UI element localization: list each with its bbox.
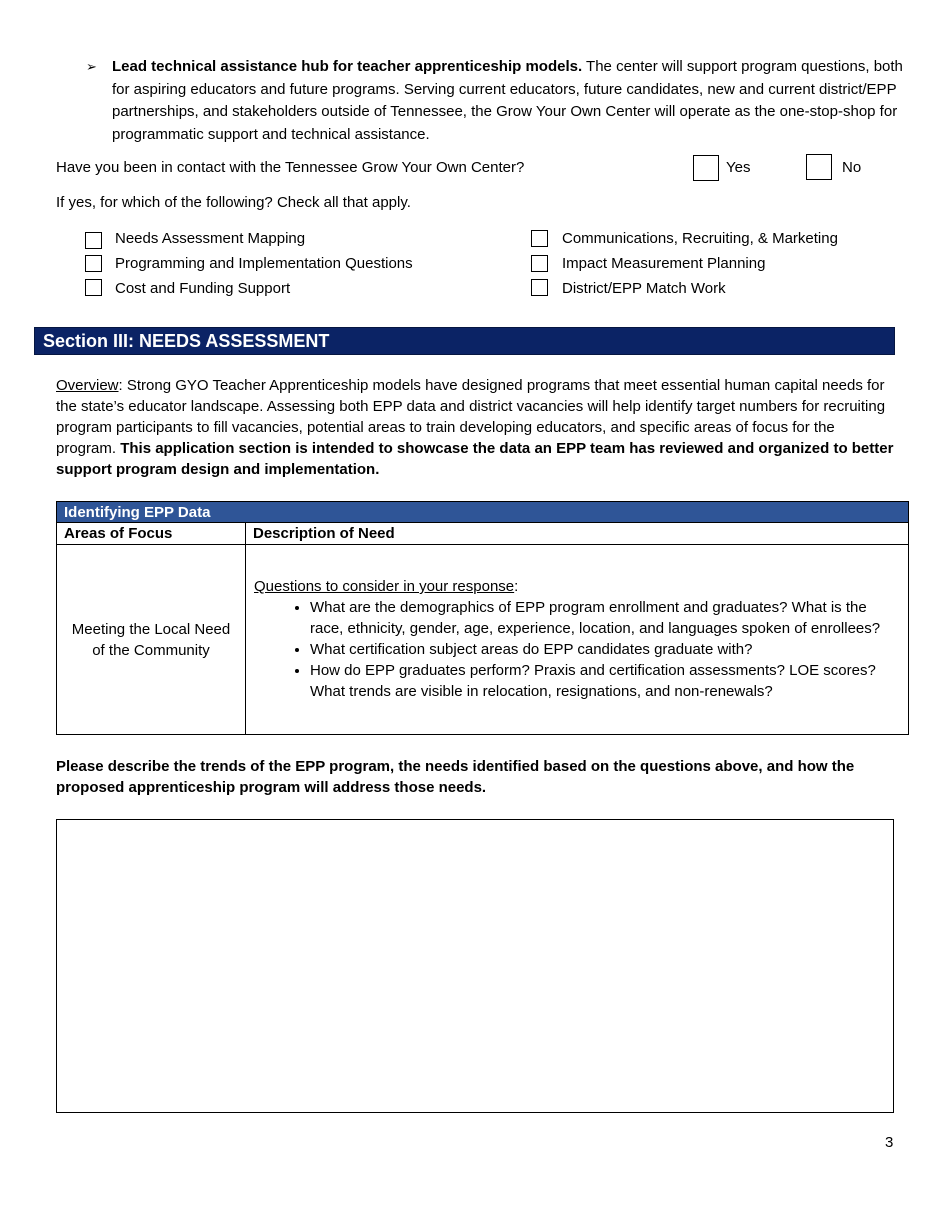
questions-list — [254, 597, 894, 702]
no-label: No — [842, 159, 862, 176]
overview-bold-text: This application section is intended to showcase the data an EPP team has reviewed and organized to better support program design and implementation. — [56, 440, 894, 478]
option-label: Programming and Implementation Questions — [115, 255, 413, 272]
section-header — [34, 327, 895, 355]
yes-label: Yes — [726, 159, 751, 176]
section-title: Section III: NEEDS ASSESSMENT — [43, 331, 330, 351]
overview-text: : Strong GYO Teacher Apprenticeship models have designed programs that meet essential human capital needs for the state’s educator landscape. Assessing both EPP data and district vacancies will help identify target numbers for recruiting program participants to fill vacancies, potential areas to train developing educators, and specific areas of focus for the program. — [56, 377, 886, 457]
option-label: Communications, Recruiting, & Marketing — [562, 230, 838, 247]
needs-assessment-checkbox[interactable] — [85, 232, 102, 249]
option-label: Needs Assessment Mapping — [115, 230, 306, 247]
response-prompt: Please describe the trends of the EPP program, the needs identified based on the questions above, and how the proposed apprenticeship program will address those needs. — [56, 758, 855, 796]
communications-checkbox[interactable] — [531, 230, 548, 247]
table-title: Identifying EPP Data — [57, 502, 909, 523]
page-number: 3 — [885, 1134, 894, 1151]
impact-measurement-checkbox[interactable] — [531, 255, 548, 272]
programming-checkbox[interactable] — [85, 255, 102, 272]
hub-paragraph — [86, 56, 906, 146]
hub-bold-text: Lead technical assistance hub for teacher apprenticeship models. — [112, 58, 583, 75]
epp-data-table — [56, 501, 909, 735]
option-label: Impact Measurement Planning — [562, 255, 766, 272]
list-item: • What certification subject areas do EPP candidates graduate with? — [310, 639, 894, 660]
no-checkbox[interactable] — [806, 154, 832, 180]
description-cell — [246, 545, 909, 735]
followup-question: If yes, for which of the following? Check all that apply. — [56, 194, 411, 211]
option-label: Cost and Funding Support — [115, 280, 291, 297]
focus-value — [57, 545, 246, 735]
overview-paragraph — [56, 375, 896, 480]
col-header-focus: Areas of Focus — [57, 523, 246, 545]
focus-value-text: Meeting the Local Need of the Community — [71, 620, 231, 659]
district-match-checkbox[interactable] — [531, 279, 548, 296]
option-label: District/EPP Match Work — [562, 280, 726, 297]
yes-checkbox[interactable] — [693, 155, 719, 181]
hub-body-text: The center will support program questions, both for aspiring educators and future programs. Serving current educators, future candidates, new and current district/EPP partnerships, and stakeholders outside of Tennessee, the Grow Your Own Center will operate as the one-stop-shop for programmatic support and technical assistance. — [112, 58, 903, 143]
list-item: • How do EPP graduates perform? Praxis and certification assessments? LOE scores? What trends are visible in relocation, resignations, and non-renewals? — [310, 660, 894, 702]
response-text-area[interactable] — [56, 819, 894, 1113]
questions-label: Questions to consider in your response — [254, 578, 515, 595]
cost-funding-checkbox[interactable] — [85, 279, 102, 296]
arrow-bullet-icon: ➢ — [86, 59, 97, 74]
overview-label: Overview — [56, 377, 119, 394]
list-item: • What are the demographics of EPP program enrollment and graduates? What is the race, ethnicity, gender, age, experience, location, and languages spoken of enrollees? — [310, 597, 894, 639]
questions-colon: : — [514, 578, 519, 595]
col-header-desc: Description of Need — [246, 523, 909, 545]
contact-question: Have you been in contact with the Tennessee Grow Your Own Center? — [56, 159, 525, 176]
